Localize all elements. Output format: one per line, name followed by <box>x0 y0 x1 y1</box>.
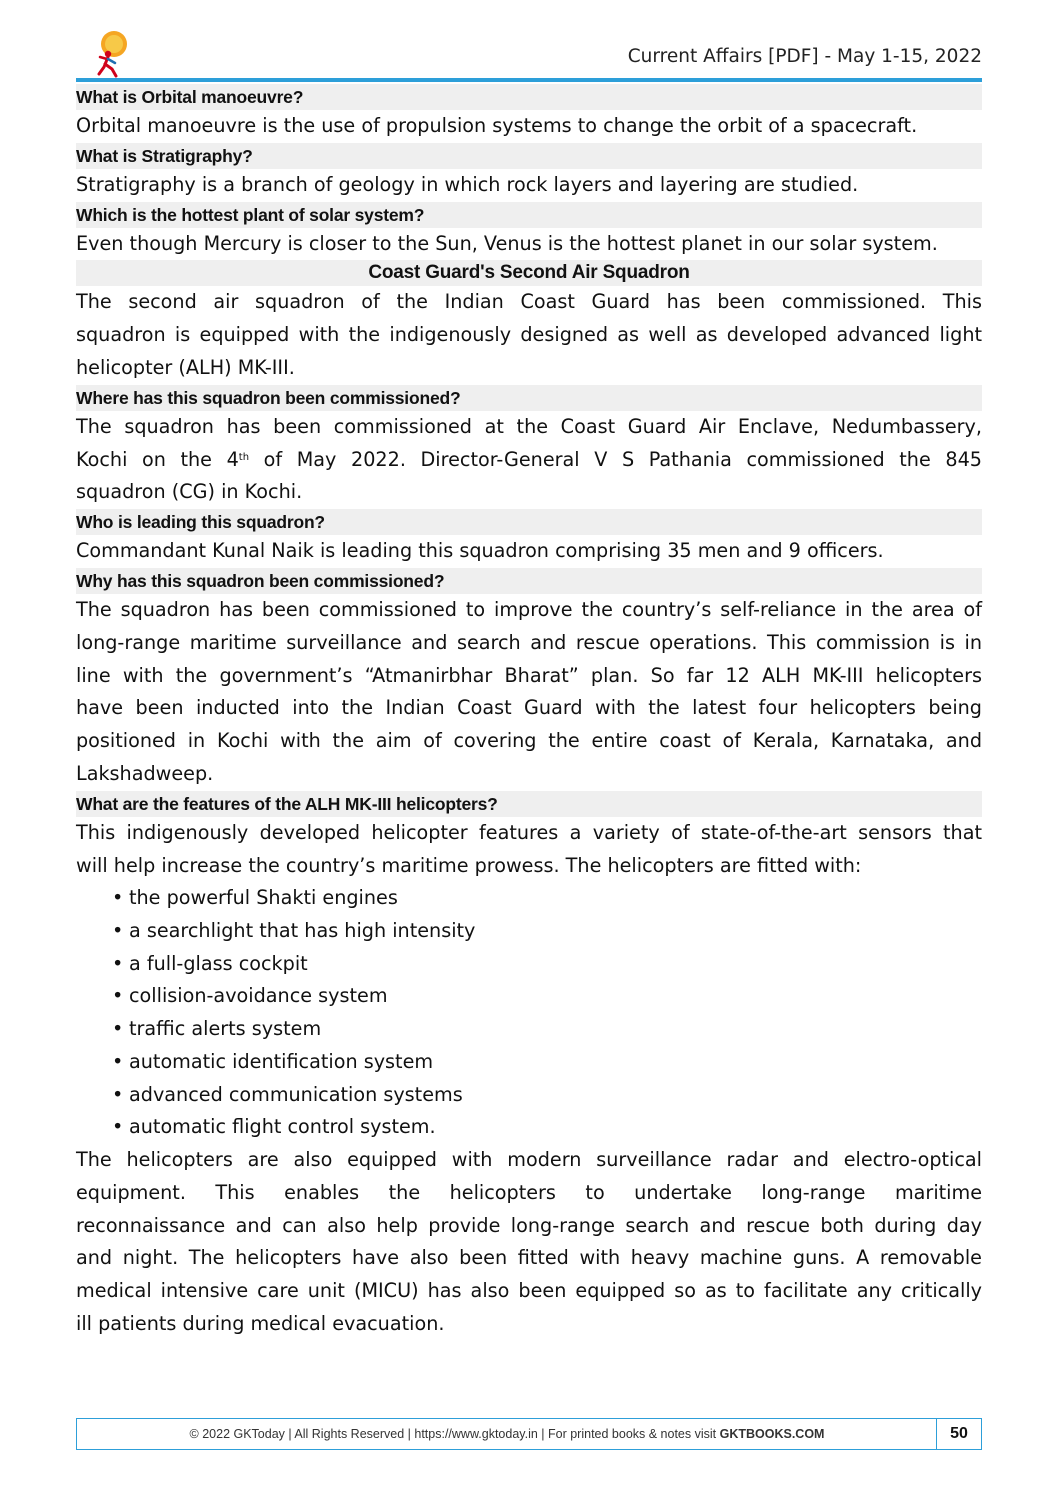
answer-paragraph: Orbital manoeuvre is the use of propulsion systems to change the orbit of a spacecraft. <box>76 114 918 137</box>
paragraph-line: medical intensive care unit (MICU) has also been equipped so as to facilitate any critically <box>76 1279 982 1303</box>
answer-paragraph: Even though Mercury is closer to the Sun, Venus is the hottest planet in our solar system. <box>76 231 938 255</box>
question-heading: What is Stratigraphy? <box>76 143 982 169</box>
question-heading: Which is the hottest plant of solar system? <box>76 202 982 228</box>
list-item: • collision-avoidance system <box>112 980 982 1013</box>
footer-copyright: © 2022 GKToday | All Rights Reserved | https://www.gktoday.in | For printed books & notes visit GKTBOOKS.COM <box>189 1427 825 1441</box>
list-item: • a searchlight that has high intensity <box>112 915 982 948</box>
question-heading: What is Orbital manoeuvre? <box>76 84 982 110</box>
paragraph-line: The squadron has been commissioned to improve the country’s self-reliance in the area of <box>76 597 982 621</box>
paragraph-line: squadron (CG) in Kochi. <box>76 480 303 504</box>
intro-paragraph <box>76 286 982 384</box>
list-item: • a full-glass cockpit <box>112 948 982 981</box>
paragraph-line: long-range maritime surveillance and search and rescue operations. This commission is in <box>76 630 982 654</box>
question-heading: Who is leading this squadron? <box>76 509 982 535</box>
page-footer <box>76 1418 982 1450</box>
features-list <box>76 882 982 1144</box>
paragraph-line: The second air squadron of the Indian Coast Guard has been commissioned. This <box>76 290 982 314</box>
paragraph-line: squadron is equipped with the indigenously designed as well as developed advanced light <box>76 323 982 347</box>
gktoday-logo-icon <box>92 30 132 78</box>
header-divider <box>76 78 982 82</box>
closing-paragraph <box>76 1144 982 1341</box>
question-heading: Where has this squadron been commissioned? <box>76 385 982 411</box>
paragraph-line: positioned in Kochi with the aim of covering the entire coast of Kerala, Karnataka, and <box>76 729 982 753</box>
list-item: • automatic identification system <box>112 1046 982 1079</box>
list-item: • traffic alerts system <box>112 1013 982 1046</box>
paragraph-line: have been inducted into the Indian Coast Guard with the latest four helicopters being <box>76 696 982 720</box>
paragraph-line: The helicopters are also equipped with modern surveillance radar and electro-optical <box>76 1147 982 1171</box>
document-body <box>76 84 982 1341</box>
page-number: 50 <box>936 1419 981 1449</box>
paragraph-line: Kochi on the 4th of May 2022. Director-General V S Pathania commissioned the 845 <box>76 447 982 471</box>
paragraph-line: reconnaissance and can also help provide long-range search and rescue both during day <box>76 1213 982 1237</box>
list-item: • advanced communication systems <box>112 1079 982 1112</box>
question-heading: What are the features of the ALH MK-III helicopters? <box>76 791 982 817</box>
ordinal-suffix: th <box>238 451 250 463</box>
paragraph-line: will help increase the country’s maritime prowess. The helicopters are fitted with: <box>76 853 862 877</box>
answer-paragraph <box>76 817 982 883</box>
paragraph-line: equipment. This enables the helicopters to undertake long-range maritime <box>76 1180 982 1204</box>
paragraph-line: helicopter (ALH) MK-III. <box>76 355 295 379</box>
page-header <box>76 30 982 82</box>
paragraph-line: The squadron has been commissioned at the Coast Guard Air Enclave, Nedumbassery, <box>76 414 982 438</box>
paragraph-line: This indigenously developed helicopter features a variety of state-of-the-art sensors that <box>76 820 982 844</box>
answer-paragraph: Stratigraphy is a branch of geology in which rock layers and layering are studied. <box>76 172 859 196</box>
answer-paragraph: Commandant Kunal Naik is leading this squadron comprising 35 men and 9 officers. <box>76 539 884 563</box>
paragraph-line: line with the government’s “Atmanirbhar Bharat” plan. So far 12 ALH MK-III helicopters <box>76 663 982 687</box>
list-item: • automatic flight control system. <box>112 1111 982 1144</box>
list-item: • the powerful Shakti engines <box>112 882 982 915</box>
footer-brand-link[interactable]: GKTBOOKS.COM <box>719 1427 825 1441</box>
paragraph-line: Lakshadweep. <box>76 761 214 785</box>
answer-paragraph <box>76 411 982 509</box>
section-title: Coast Guard's Second Air Squadron <box>76 260 982 286</box>
paragraph-line: and night. The helicopters have also been fitted with heavy machine guns. A removable <box>76 1246 982 1270</box>
question-heading: Why has this squadron been commissioned? <box>76 568 982 594</box>
header-title: Current Affairs [PDF] - May 1-15, 2022 <box>627 46 982 67</box>
paragraph-line: ill patients during medical evacuation. <box>76 1311 445 1335</box>
answer-paragraph <box>76 594 982 791</box>
